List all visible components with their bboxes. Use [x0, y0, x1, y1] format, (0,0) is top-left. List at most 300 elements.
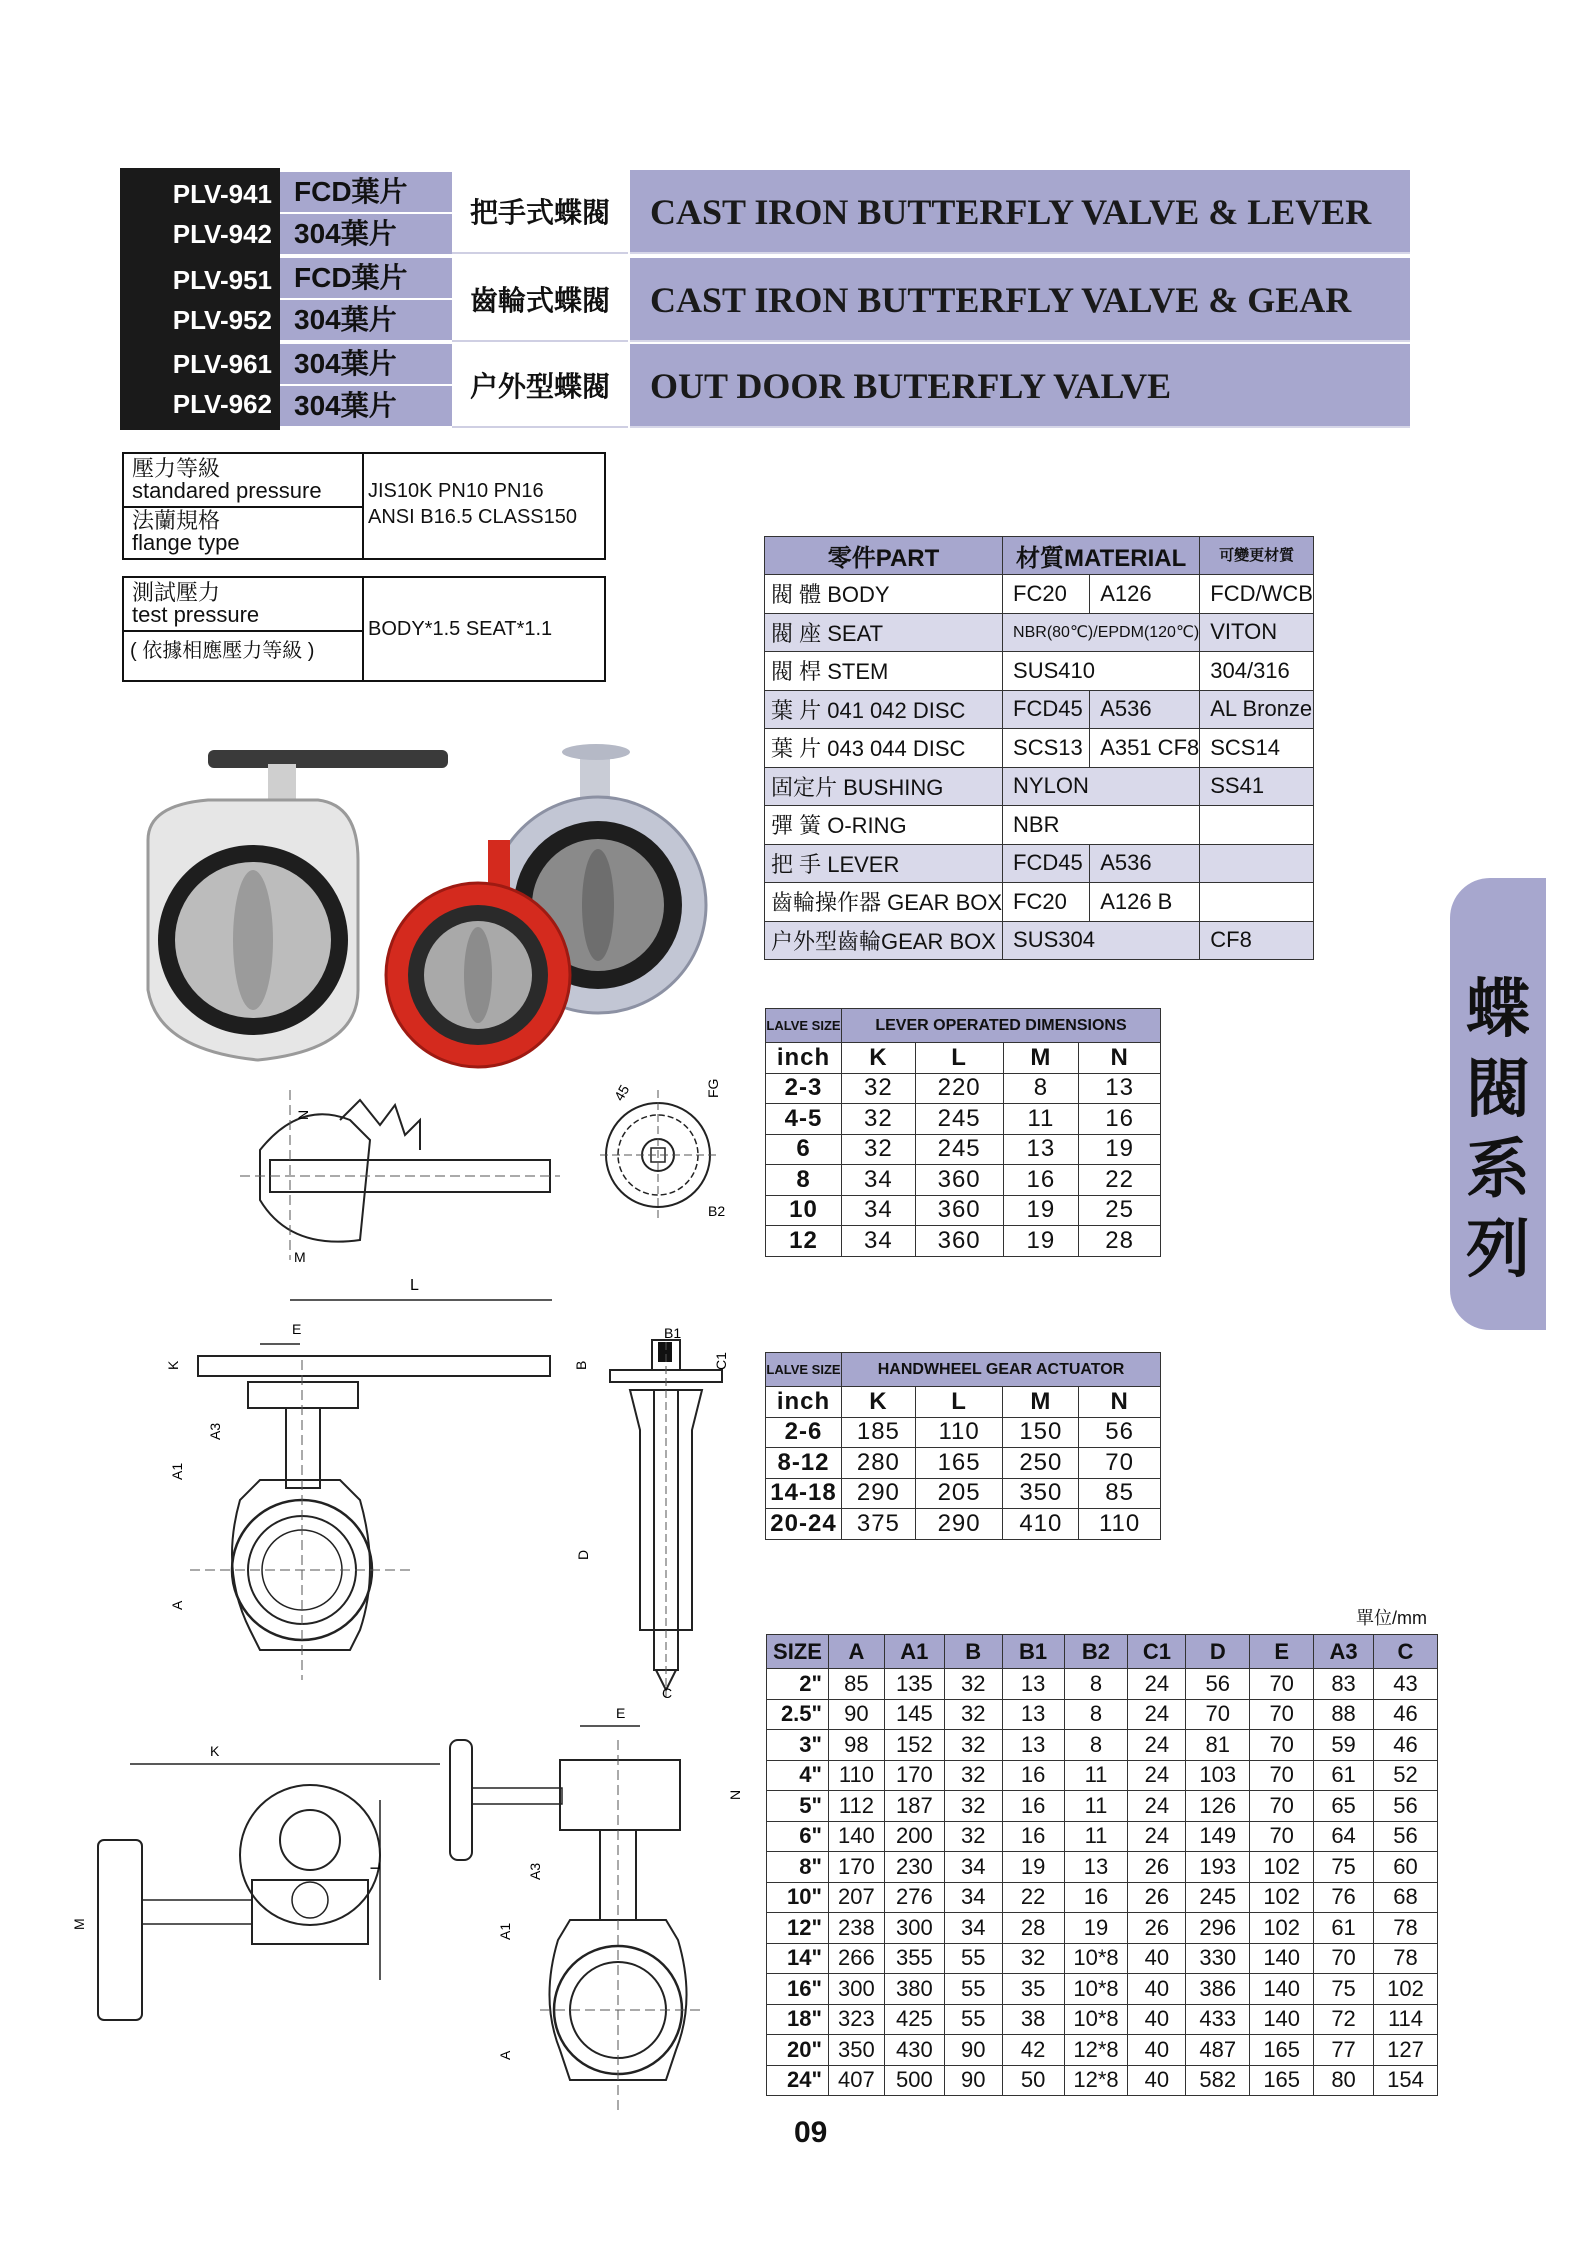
- value-cell: 34: [841, 1165, 915, 1196]
- value-cell: 110: [915, 1417, 1003, 1448]
- value-cell: 110: [828, 1760, 884, 1791]
- value-cell: 13: [1002, 1699, 1064, 1730]
- value-cell: 126: [1186, 1791, 1250, 1822]
- value-cell: 52: [1374, 1760, 1438, 1791]
- model-code: PLV-961: [172, 349, 272, 379]
- dim-fg-label: FG: [705, 1078, 721, 1098]
- size-cell: 20": [767, 2035, 829, 2066]
- dim-k-label: K: [165, 1360, 181, 1370]
- value-cell: 250: [1003, 1448, 1079, 1479]
- parts-row: [765, 767, 1314, 806]
- model-code: PLV-941: [172, 179, 272, 209]
- table-row: [766, 1195, 1161, 1226]
- size-cell: 4-5: [766, 1104, 842, 1135]
- column-header-row: [767, 1635, 1438, 1669]
- test-pressure-label-zh: 測試壓力: [132, 580, 221, 605]
- material-standard: A536: [1090, 690, 1200, 729]
- part-name: 閥 桿 STEM: [765, 652, 1003, 691]
- value-cell: 145: [884, 1699, 944, 1730]
- size-cell: 10: [766, 1195, 842, 1226]
- material-standard: A126: [1090, 575, 1200, 614]
- value-cell: 582: [1186, 2065, 1250, 2096]
- value-cell: 90: [828, 1699, 884, 1730]
- size-cell: 20-24: [766, 1509, 842, 1540]
- table-row: [767, 1760, 1438, 1791]
- value-cell: 85: [828, 1669, 884, 1700]
- value-cell: 70: [1314, 1943, 1374, 1974]
- value-cell: 32: [841, 1134, 915, 1165]
- size-cell: 14": [767, 1943, 829, 1974]
- value-cell: 16: [1003, 1165, 1079, 1196]
- material: FC20: [1003, 883, 1090, 922]
- dim-m-label-gear: M: [71, 1918, 87, 1930]
- value-cell: 112: [828, 1791, 884, 1822]
- model-column: [120, 168, 280, 430]
- dim-e-label: E: [292, 1321, 302, 1337]
- value-cell: 19: [1003, 1195, 1079, 1226]
- dim-b-label: B: [573, 1360, 589, 1370]
- size-cell: 12: [766, 1226, 842, 1257]
- column-header: D: [1186, 1635, 1250, 1669]
- value-cell: 170: [828, 1852, 884, 1883]
- value-cell: 220: [915, 1073, 1003, 1104]
- value-cell: 165: [1250, 2065, 1314, 2096]
- alt-material: SS41: [1200, 767, 1314, 806]
- value-cell: 22: [1079, 1165, 1161, 1196]
- value-cell: 32: [841, 1104, 915, 1135]
- value-cell: 296: [1186, 1913, 1250, 1944]
- value-cell: 430: [884, 2035, 944, 2066]
- material-standard: A536: [1090, 844, 1200, 883]
- dim-45-label: 45: [610, 1082, 633, 1104]
- value-cell: 32: [944, 1821, 1002, 1852]
- value-cell: 32: [841, 1073, 915, 1104]
- alt-material: [1200, 806, 1314, 845]
- value-cell: 64: [1314, 1821, 1374, 1852]
- model-code: PLV-951: [172, 265, 272, 295]
- value-cell: 19: [1002, 1852, 1064, 1883]
- value-cell: 60: [1374, 1852, 1438, 1883]
- value-cell: 50: [1002, 2065, 1064, 2096]
- value-cell: 245: [915, 1104, 1003, 1135]
- value-cell: 11: [1064, 1791, 1128, 1822]
- col-header-material: 材質MATERIAL: [1003, 537, 1200, 575]
- table-row: [767, 1852, 1438, 1883]
- value-cell: 38: [1002, 2004, 1064, 2035]
- column-header: E: [1250, 1635, 1314, 1669]
- flange-top-view-drawing: [600, 1080, 750, 1230]
- type-column: [452, 168, 628, 430]
- dim-a3-label: A3: [207, 1422, 223, 1440]
- dim-c-label: C: [662, 1685, 673, 1701]
- side-tab-char: 系: [1466, 1133, 1530, 1207]
- value-cell: 70: [1250, 1730, 1314, 1761]
- col-header-alt-material: 可變更材質: [1200, 537, 1314, 575]
- alt-material: 304/316: [1200, 652, 1314, 691]
- material: NBR: [1003, 806, 1200, 845]
- value-cell: 55: [944, 1943, 1002, 1974]
- value-cell: 24: [1128, 1730, 1186, 1761]
- value-cell: 19: [1064, 1913, 1128, 1944]
- test-pressure-box: [122, 576, 606, 682]
- pressure-box: [122, 452, 606, 560]
- table-row: [767, 1791, 1438, 1822]
- value-cell: 375: [841, 1509, 915, 1540]
- gear-front-view-drawing: [440, 1700, 760, 2120]
- value-cell: 32: [1002, 1943, 1064, 1974]
- value-cell: 140: [1250, 1974, 1314, 2005]
- flange-label-zh: 法蘭規格: [132, 508, 221, 533]
- value-cell: 16: [1064, 1882, 1128, 1913]
- size-cell: 10": [767, 1882, 829, 1913]
- dim-l-label-gear: L: [367, 1862, 383, 1870]
- value-cell: 350: [1003, 1478, 1079, 1509]
- value-cell: 13: [1002, 1730, 1064, 1761]
- column-header: K: [841, 1043, 915, 1074]
- column-header-row: [766, 1387, 1161, 1418]
- test-pressure-label-en: test pressure: [132, 602, 260, 627]
- part-name: 閥 體 BODY: [765, 575, 1003, 614]
- value-cell: 10*8: [1064, 1974, 1128, 2005]
- table-row: [767, 2035, 1438, 2066]
- value-cell: 12*8: [1064, 2035, 1128, 2066]
- disc-material: 304葉片: [280, 344, 570, 384]
- value-cell: 487: [1186, 2035, 1250, 2066]
- value-cell: 360: [915, 1195, 1003, 1226]
- value-cell: 410: [1003, 1509, 1079, 1540]
- gear-table-title: HANDWHEEL GEAR ACTUATOR: [841, 1353, 1160, 1387]
- value-cell: 70: [1186, 1699, 1250, 1730]
- value-cell: 110: [1079, 1509, 1161, 1540]
- value-cell: 433: [1186, 2004, 1250, 2035]
- value-cell: 24: [1128, 1669, 1186, 1700]
- dim-l-label: L: [410, 1277, 419, 1294]
- dim-d-label: D: [575, 1549, 591, 1560]
- value-cell: 280: [841, 1448, 915, 1479]
- value-cell: 16: [1002, 1821, 1064, 1852]
- value-cell: 135: [884, 1669, 944, 1700]
- value-cell: 90: [944, 2065, 1002, 2096]
- value-cell: 10*8: [1064, 1943, 1128, 1974]
- valve-title: CAST IRON BUTTERFLY VALVE & LEVER: [630, 170, 1410, 254]
- material: FCD45: [1003, 690, 1090, 729]
- size-cell: 4": [767, 1760, 829, 1791]
- lever-top-view-drawing: [230, 1080, 570, 1270]
- dim-k-label-gear: K: [210, 1743, 220, 1759]
- parts-row: [765, 652, 1314, 691]
- value-cell: 205: [915, 1478, 1003, 1509]
- value-cell: 11: [1064, 1821, 1128, 1852]
- valve-title: CAST IRON BUTTERFLY VALVE & GEAR: [630, 258, 1410, 342]
- value-cell: 77: [1314, 2035, 1374, 2066]
- dim-a1-label: A1: [169, 1462, 185, 1480]
- size-cell: 12": [767, 1913, 829, 1944]
- material-standard: A126 B: [1090, 883, 1200, 922]
- value-cell: 88: [1314, 1699, 1374, 1730]
- dim-b1-label: B1: [664, 1325, 682, 1341]
- model-code: PLV-952: [172, 305, 272, 335]
- dim-e-label-gear: E: [616, 1705, 626, 1721]
- part-name: 齒輪操作器 GEAR BOX: [765, 883, 1003, 922]
- table-row: [766, 1104, 1161, 1135]
- size-cell: 14-18: [766, 1478, 842, 1509]
- alt-material: AL Bronze: [1200, 690, 1314, 729]
- value-cell: 102: [1250, 1852, 1314, 1883]
- material: SUS304: [1003, 921, 1200, 960]
- value-cell: 24: [1128, 1760, 1186, 1791]
- part-name: 把 手 LEVER: [765, 844, 1003, 883]
- value-cell: 8: [1003, 1073, 1079, 1104]
- part-name: 户外型齒輪GEAR BOX: [765, 921, 1003, 960]
- column-header: A3: [1314, 1635, 1374, 1669]
- dim-n-label-gear: N: [727, 1789, 743, 1800]
- value-cell: 386: [1186, 1974, 1250, 2005]
- material: FCD45: [1003, 844, 1090, 883]
- value-cell: 83: [1314, 1669, 1374, 1700]
- value-cell: 193: [1186, 1852, 1250, 1883]
- column-header: L: [915, 1043, 1003, 1074]
- value-cell: 28: [1079, 1226, 1161, 1257]
- lever-table-title: LEVER OPERATED DIMENSIONS: [841, 1009, 1160, 1043]
- alt-material: VITON: [1200, 613, 1314, 652]
- col-header-part: 零件PART: [765, 537, 1003, 575]
- parts-row: [765, 883, 1314, 922]
- column-header: B1: [1002, 1635, 1064, 1669]
- value-cell: 76: [1314, 1882, 1374, 1913]
- size-cell: 5": [767, 1791, 829, 1822]
- value-cell: 380: [884, 1974, 944, 2005]
- value-cell: 140: [828, 1821, 884, 1852]
- size-cell: 24": [767, 2065, 829, 2096]
- value-cell: 245: [915, 1134, 1003, 1165]
- value-cell: 70: [1079, 1448, 1161, 1479]
- column-header: inch: [766, 1387, 842, 1418]
- disc-material: 304葉片: [280, 214, 570, 254]
- value-cell: 13: [1064, 1852, 1128, 1883]
- value-cell: 360: [915, 1165, 1003, 1196]
- value-cell: 90: [944, 2035, 1002, 2066]
- value-cell: 330: [1186, 1943, 1250, 1974]
- size-cell: 18": [767, 2004, 829, 2035]
- value-cell: 103: [1186, 1760, 1250, 1791]
- alt-material: SCS14: [1200, 729, 1314, 768]
- parts-row: [765, 729, 1314, 768]
- value-cell: 13: [1002, 1669, 1064, 1700]
- table-row: [766, 1226, 1161, 1257]
- value-cell: 355: [884, 1943, 944, 1974]
- dim-n-label: N: [295, 1109, 311, 1120]
- value-cell: 407: [828, 2065, 884, 2096]
- material: SCS13: [1003, 729, 1090, 768]
- value-cell: 102: [1374, 1974, 1438, 2005]
- table-row: [767, 1913, 1438, 1944]
- lever-front-view-drawing: [160, 1270, 570, 1690]
- value-cell: 323: [828, 2004, 884, 2035]
- value-cell: 32: [944, 1791, 1002, 1822]
- model-code: PLV-962: [172, 389, 272, 419]
- flange-value: ANSI B16.5 CLASS150: [368, 506, 578, 528]
- std-pressure-label-en: standared pressure: [132, 478, 322, 503]
- table-row: [767, 1943, 1438, 1974]
- gear-dimensions-table: [765, 1352, 1161, 1540]
- table-row: [767, 1699, 1438, 1730]
- table-row: [766, 1073, 1161, 1104]
- dim-a1-label-gear: A1: [497, 1922, 513, 1940]
- value-cell: 165: [915, 1448, 1003, 1479]
- value-cell: 70: [1250, 1669, 1314, 1700]
- material: NBR(80℃)/EPDM(120℃): [1003, 613, 1200, 652]
- value-cell: 75: [1314, 1974, 1374, 2005]
- dim-a-label-gear: A: [497, 2050, 513, 2060]
- value-cell: 40: [1128, 2004, 1186, 2035]
- alt-material: FCD/WCB: [1200, 575, 1314, 614]
- table-row: [766, 1165, 1161, 1196]
- size-label: LALVE SIZE: [766, 1353, 842, 1387]
- value-cell: 26: [1128, 1882, 1186, 1913]
- parts-material-table: [764, 536, 1314, 960]
- value-cell: 19: [1079, 1134, 1161, 1165]
- side-tab-char: 閥: [1466, 1053, 1530, 1127]
- page-number: 09: [794, 2116, 828, 2149]
- value-cell: 165: [1250, 2035, 1314, 2066]
- value-cell: 187: [884, 1791, 944, 1822]
- value-cell: 56: [1186, 1669, 1250, 1700]
- dimension-table: [766, 1634, 1438, 2096]
- value-cell: 19: [1003, 1226, 1079, 1257]
- std-pressure-label-zh: 壓力等級: [132, 456, 221, 481]
- flange-label-en: flange type: [132, 530, 240, 555]
- value-cell: 70: [1250, 1821, 1314, 1852]
- value-cell: 24: [1128, 1699, 1186, 1730]
- value-cell: 56: [1079, 1417, 1161, 1448]
- alt-material: [1200, 844, 1314, 883]
- table-row: [767, 1821, 1438, 1852]
- value-cell: 150: [1003, 1417, 1079, 1448]
- parts-row: [765, 575, 1314, 614]
- value-cell: 10*8: [1064, 2004, 1128, 2035]
- value-cell: 149: [1186, 1821, 1250, 1852]
- dim-a-label: A: [169, 1600, 185, 1610]
- value-cell: 290: [841, 1478, 915, 1509]
- table-row: [766, 1417, 1161, 1448]
- column-header: inch: [766, 1043, 842, 1074]
- column-header: A1: [884, 1635, 944, 1669]
- value-cell: 300: [884, 1913, 944, 1944]
- value-cell: 70: [1250, 1760, 1314, 1791]
- value-cell: 207: [828, 1882, 884, 1913]
- size-cell: 2-6: [766, 1417, 842, 1448]
- value-cell: 65: [1314, 1791, 1374, 1822]
- value-cell: 200: [884, 1821, 944, 1852]
- value-cell: 170: [884, 1760, 944, 1791]
- value-cell: 500: [884, 2065, 944, 2096]
- column-header: A: [828, 1635, 884, 1669]
- value-cell: 11: [1064, 1760, 1128, 1791]
- table-row: [767, 1669, 1438, 1700]
- value-cell: 61: [1314, 1913, 1374, 1944]
- value-cell: 24: [1128, 1791, 1186, 1822]
- value-cell: 13: [1079, 1073, 1161, 1104]
- size-cell: 2.5": [767, 1699, 829, 1730]
- column-header: L: [915, 1387, 1003, 1418]
- value-cell: 78: [1374, 1943, 1438, 1974]
- value-cell: 43: [1374, 1669, 1438, 1700]
- value-cell: 32: [944, 1699, 1002, 1730]
- value-cell: 8: [1064, 1699, 1128, 1730]
- value-cell: 85: [1079, 1478, 1161, 1509]
- value-cell: 12*8: [1064, 2065, 1128, 2096]
- material-standard: A351 CF8: [1090, 729, 1200, 768]
- part-name: 固定片 BUSHING: [765, 767, 1003, 806]
- value-cell: 34: [841, 1226, 915, 1257]
- alt-material: CF8: [1200, 921, 1314, 960]
- material: SUS410: [1003, 652, 1200, 691]
- column-header: M: [1003, 1043, 1079, 1074]
- value-cell: 276: [884, 1882, 944, 1913]
- value-cell: 61: [1314, 1760, 1374, 1791]
- value-cell: 290: [915, 1509, 1003, 1540]
- value-cell: 360: [915, 1226, 1003, 1257]
- column-header: C: [1374, 1635, 1438, 1669]
- value-cell: 152: [884, 1730, 944, 1761]
- material: NYLON: [1003, 767, 1200, 806]
- value-cell: 26: [1128, 1913, 1186, 1944]
- dim-c1-label: C1: [713, 1352, 729, 1370]
- value-cell: 40: [1128, 2035, 1186, 2066]
- disc-material: 304葉片: [280, 300, 570, 340]
- value-cell: 154: [1374, 2065, 1438, 2096]
- table-row: [767, 1882, 1438, 1913]
- side-tab-char: 蝶: [1466, 973, 1530, 1047]
- table-row: [766, 1478, 1161, 1509]
- table-row: [766, 1509, 1161, 1540]
- value-cell: 102: [1250, 1882, 1314, 1913]
- table-row: [767, 1730, 1438, 1761]
- part-name: 彈 簧 O-RING: [765, 806, 1003, 845]
- parts-row: [765, 613, 1314, 652]
- value-cell: 140: [1250, 2004, 1314, 2035]
- size-cell: 8-12: [766, 1448, 842, 1479]
- disc-material: 304葉片: [280, 386, 570, 426]
- valve-type: 把手式蝶閥: [452, 170, 628, 254]
- value-cell: 26: [1128, 1852, 1186, 1883]
- value-cell: 238: [828, 1913, 884, 1944]
- value-cell: 32: [944, 1760, 1002, 1791]
- value-cell: 266: [828, 1943, 884, 1974]
- value-cell: 32: [944, 1730, 1002, 1761]
- column-header: C1: [1128, 1635, 1186, 1669]
- value-cell: 28: [1002, 1913, 1064, 1944]
- value-cell: 42: [1002, 2035, 1064, 2066]
- value-cell: 32: [944, 1669, 1002, 1700]
- value-cell: 350: [828, 2035, 884, 2066]
- parts-row: [765, 690, 1314, 729]
- alt-material: [1200, 883, 1314, 922]
- parts-row: [765, 844, 1314, 883]
- value-cell: 46: [1374, 1699, 1438, 1730]
- size-cell: 6": [767, 1821, 829, 1852]
- value-cell: 68: [1374, 1882, 1438, 1913]
- size-cell: 2-3: [766, 1073, 842, 1104]
- valve-type: 户外型蝶閥: [452, 344, 628, 428]
- size-cell: 16": [767, 1974, 829, 2005]
- value-cell: 11: [1003, 1104, 1079, 1135]
- table-row: [766, 1448, 1161, 1479]
- value-cell: 185: [841, 1417, 915, 1448]
- std-pressure-value: JIS10K PN10 PN16: [368, 480, 544, 502]
- test-pressure-value: BODY*1.5 SEAT*1.1: [368, 618, 553, 640]
- table-row: [767, 2065, 1438, 2096]
